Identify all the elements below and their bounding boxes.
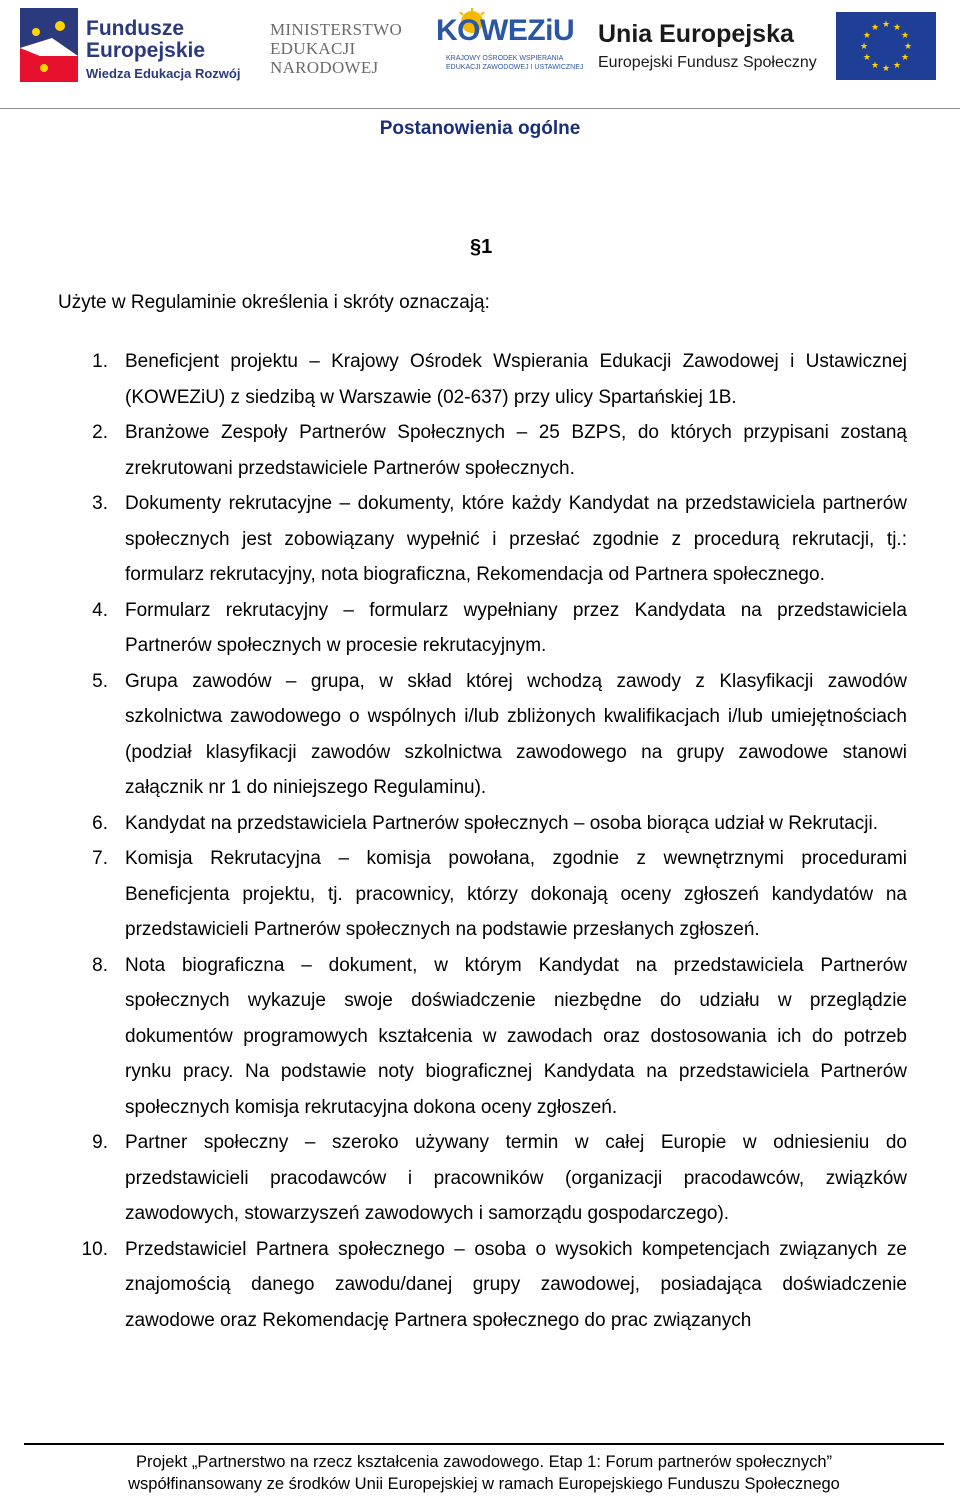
kowez-logo-sub1: KRAJOWY OŚRODEK WSPIERANIA: [446, 55, 564, 62]
page-title: Postanowienia ogólne: [379, 118, 581, 139]
item-text: Nota biograficzna – dokument, w którym Kandydat na przedstawiciela Partnerów społecznych wykazuje swoje doświadczenie niezbędne do udziału w przeglądzie dokumentów programowych kształcenia w zawodach oraz dostosowania ich do potrzeb rynku pracy. Na podstawie noty biograficznej Kandydata na przedstawiciela Partnerów społecznych komisja rekrutacyjna dokona oceny zgłoszeń.: [125, 954, 907, 1118]
definitions-list: [0, 344, 960, 1338]
paragraph-mark: §1: [470, 236, 493, 258]
ue-logo-line1: Unia Europejska: [598, 20, 794, 48]
ue-logo-line2: Europejski Fundusz Społeczny: [598, 54, 817, 71]
fundusze-europejskie-logo: [20, 8, 241, 84]
fe-logo-line3: Wiedza Edukacja Rozwój: [86, 66, 241, 81]
footer-line1: Projekt „Partnerstwo na rzecz kształcenia zawodowego. Etap 1: Forum partnerów społecznych”: [135, 1453, 833, 1471]
list-item: [0, 841, 907, 948]
item-number: 6.: [92, 812, 108, 834]
list-item: [0, 344, 907, 415]
eu-star-icon: ★: [901, 53, 910, 63]
eu-star-icon: ★: [862, 31, 871, 41]
unia-europejska-logo: [598, 8, 938, 84]
item-text: Grupa zawodów – grupa, w skład której wchodzą zawody z Klasyfikacji zawodów szkolnictwa zawodowego o wspólnych i/lub zbliżonych kwalifikacjach i/lub umiejętnościach (podział klasyfikacji zawodów szkolnictwa zawodowego na grupy zawodowe stanowi załącznik nr 1 do niniejszego Regulaminu).: [125, 670, 907, 798]
men-logo-line2: EDUKACJI: [270, 39, 356, 58]
eu-star-icon: ★: [881, 64, 891, 74]
eu-star-icon: ★: [901, 31, 910, 41]
item-text: Beneficjent projektu – Krajowy Ośrodek Wspierania Edukacji Zawodowej i Ustawicznej (KOWEZiU) z siedzibą w Warszawie (02-637) przy ulicy Spartańskiej 1B.: [125, 351, 907, 408]
item-text: Komisja Rekrutacyjna – komisja powołana, zgodnie z wewnętrznymi procedurami Beneficjenta projektu, tj. pracownicy, którzy dokonają oceny zgłoszeń kandydatów na przedstawicieli Partnerów społecznych na podstawie przesłanych zgłoszeń.: [125, 848, 907, 940]
list-item: [0, 664, 907, 806]
intro-text: Użyte w Regulaminie określenia i skróty oznaczają:: [58, 292, 490, 313]
item-text: Przedstawiciel Partnera społecznego – osoba o wysokich kompetencjach związanych ze znajomością danego zawodu/danej grupy zawodowej, posiadająca doświadczenie zawodowe oraz Rekomendację Partnera społecznego do prac związanych: [125, 1238, 907, 1331]
kowez-logo: [432, 8, 582, 84]
item-number: 5.: [92, 670, 108, 692]
kowez-logo-word: KOWEZiU: [436, 14, 575, 47]
fe-logo-line1: Fundusze: [86, 17, 184, 40]
list-item: [0, 486, 907, 593]
list-item: [0, 948, 907, 1126]
list-item: [0, 593, 907, 664]
item-number: 9.: [92, 1132, 108, 1153]
eu-star-icon: ★: [870, 61, 880, 72]
item-number: 4.: [92, 599, 108, 621]
men-logo: [270, 20, 410, 96]
item-text: Dokumenty rekrutacyjne – dokumenty, które każdy Kandydat na przedstawiciela partnerów społecznych jest zobowiązany wypełnić i przesłać zgodnie z procedurą rekrutacji, tj.: formularz rekrutacyjny, nota biograficzna, Rekomendacja od Partnera społecznego.: [125, 493, 907, 585]
page-header: [0, 0, 960, 109]
fe-logo-line2: Europejskie: [86, 39, 206, 62]
eu-star-icon: ★: [870, 22, 880, 33]
fe-stars-icon: [20, 8, 78, 82]
list-item: [0, 415, 907, 486]
eu-star-icon: ★: [859, 42, 869, 52]
item-number: 1.: [92, 351, 108, 372]
list-item: [0, 1125, 907, 1232]
page-footer: [24, 1443, 944, 1495]
item-text: Partner społeczny – szeroko używany termin w całej Europie w odniesieniu do przedstawicieli pracodawców i pracowników (organizacji pracodawców, związków zawodowych, stowarzyszeń zawodowych i samorządu gospodarczego).: [125, 1132, 907, 1224]
men-logo-line3: NARODOWEJ: [270, 58, 379, 77]
eu-flag-icon: [836, 12, 936, 80]
kowez-logo-sub2: EDUKACJI ZAWODOWEJ I USTAWICZNEJ: [446, 64, 584, 71]
list-item: [0, 806, 907, 842]
men-logo-line1: MINISTERSTWO: [270, 20, 403, 39]
eu-star-icon: ★: [892, 61, 902, 72]
item-number: 10.: [81, 1238, 108, 1260]
footer-line2: współfinansowany ze środków Unii Europejskiej w ramach Europejskiego Funduszu Społecznego: [128, 1475, 840, 1493]
item-number: 3.: [92, 493, 108, 514]
item-number: 7.: [92, 848, 108, 869]
eu-star-icon: ★: [862, 53, 871, 63]
eu-star-icon: ★: [892, 22, 902, 33]
item-text: Branżowe Zespoły Partnerów Społecznych – 25 BZPS, do których przypisani zostaną zrekrutowani przedstawiciele Partnerów społecznych.: [125, 422, 907, 479]
item-text: Formularz rekrutacyjny – formularz wypełniany przez Kandydata na przedstawiciela Partnerów społecznych w procesie rekrutacyjnym.: [125, 599, 907, 656]
item-number: 8.: [92, 954, 108, 976]
list-item: [0, 1232, 907, 1339]
item-number: 2.: [92, 422, 108, 443]
eu-star-icon: ★: [903, 42, 913, 52]
eu-star-icon: ★: [881, 20, 891, 30]
item-text: Kandydat na przedstawiciela Partnerów społecznych – osoba biorąca udział w Rekrutacji.: [125, 812, 879, 834]
